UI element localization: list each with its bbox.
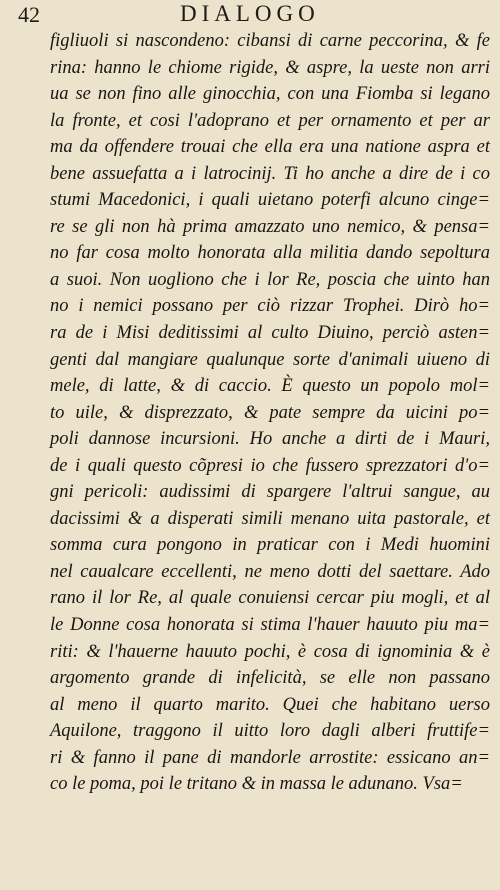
- text-line: no far cosa molto honorata alla militia dando sepoltura: [50, 243, 490, 264]
- text-line: to uile, & disprezzato, & pate sempre da uicini po=: [50, 402, 490, 423]
- text-line: rina: hanno le chiome rigide, & aspre, la ueste non arri: [50, 57, 490, 78]
- text-line: a suoi. Non uogliono che i lor Re, poscia che uinto han: [50, 269, 490, 290]
- text-line: riti: & l'hauerne hauuto pochi, è cosa di ignominia & è: [50, 641, 490, 662]
- text-line: co le poma, poi le tritano & in massa le adunano. Vsa=: [50, 774, 463, 795]
- text-line: nel caualcare eccellenti, ne meno dotti del saettare. Ado: [50, 561, 490, 582]
- text-line: bene assuefatta a i latrocinij. Ti ho anche a dire de i co: [50, 163, 490, 184]
- text-line: Aquilone, traggono il uitto loro dagli alberi fruttife=: [50, 721, 490, 742]
- text-line: rano il lor Re, al quale conuiensi cercar piu mogli, et al: [50, 588, 490, 609]
- text-line: argomento grande di infelicità, se elle non passano: [50, 668, 490, 689]
- text-line: re se gli non hà prima amazzato uno nemico, & pensa=: [50, 216, 490, 237]
- text-line: no i nemici possano per ciò rizzar Trophei. Dirò ho=: [50, 296, 490, 317]
- text-line: stumi Macedonici, i quali uietano poterfi alcuno cinge=: [50, 190, 490, 211]
- body-text: [50, 28, 490, 798]
- text-line: genti dal mangiare qualunque sorte d'animali uiueno di: [50, 349, 490, 370]
- text-line: ma da offendere trouai che ella era una natione aspra et: [50, 137, 490, 158]
- text-line: ri & fanno il pane di mandorle arrostite: essicano an=: [50, 747, 490, 768]
- text-line: gni pericoli: audissimi di spargere l'altrui sangue, au: [50, 482, 490, 503]
- text-line: ra de i Misi deditissimi al culto Diuino, perciò asten=: [50, 323, 490, 344]
- text-line: figliuoli si nascondeno: cibansi di carne peccorina, & fe: [50, 31, 490, 51]
- text-line: poli dannose incursioni. Ho anche a dirti de i Mauri,: [50, 429, 490, 450]
- text-line: le Donne cosa honorata si stima l'hauer hauuto piu ma=: [50, 615, 490, 636]
- text-line: somma cura pongono in praticar con i Medi huomini: [50, 535, 490, 556]
- text-line: la fronte, et cosi l'adoprano et per ornamento et per ar: [50, 110, 490, 131]
- text-line: al meno il quarto marito. Quei che habitano uerso: [50, 694, 490, 715]
- text-line: ua se non fino alle ginocchia, con una Fiomba si legano: [50, 84, 490, 105]
- running-head: DIALOGO: [180, 1, 320, 26]
- page-number: 42: [18, 2, 40, 27]
- text-line: dacissimi & a disperati simili menano uita pastorale, et: [50, 508, 490, 529]
- text-line: mele, di latte, & di caccio. È questo un popolo mol=: [50, 376, 490, 397]
- text-line: de i quali questo cõpresi io che fussero sprezzatori d'o=: [50, 455, 490, 476]
